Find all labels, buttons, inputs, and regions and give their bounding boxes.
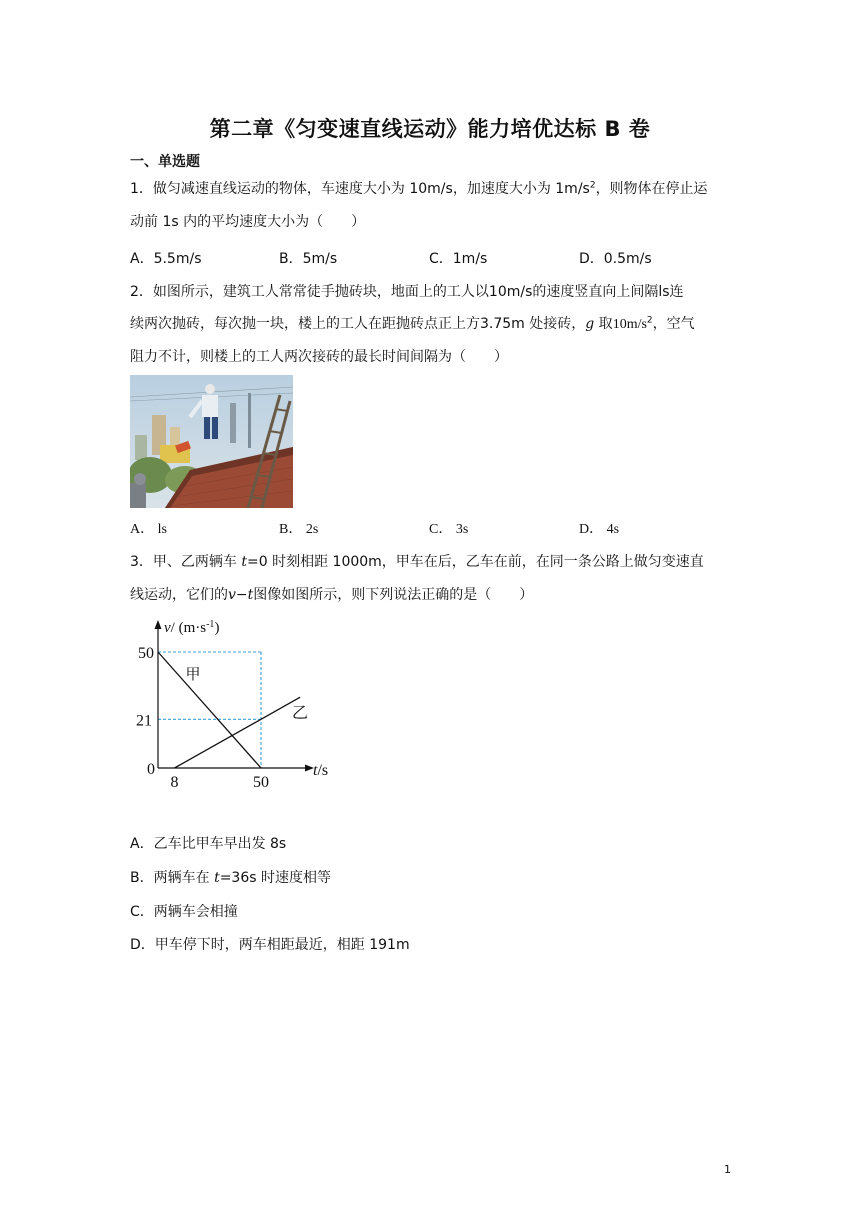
q3-line1: 3．甲、乙两辆车 t=0 时刻相距 1000m，甲车在后，乙车在前，在同一条公路上做匀变速直	[130, 554, 704, 570]
y-tick-label: 0	[147, 761, 155, 778]
page-number: 1	[724, 1163, 731, 1176]
q2-option-c: C． 3s	[429, 522, 469, 537]
series-label: 乙	[291, 705, 309, 722]
q1-line1: 1．做匀减速直线运动的物体，车速度大小为 10m/s，加速度大小为 $1m/s^2$，则物体在停止运	[130, 180, 708, 197]
q1-line2: 动前 1s 内的平均速度大小为（ ）	[130, 214, 366, 230]
q1-option-c: C．1m/s	[429, 251, 488, 267]
brick-throwing-photo	[130, 375, 293, 508]
series-line-0	[158, 652, 261, 768]
q1-option-b: B．5m/s	[279, 251, 338, 267]
q2-option-a: A． ls	[130, 522, 167, 537]
section-heading: 一、单选题	[130, 154, 200, 170]
series-label: 甲	[185, 667, 201, 683]
q3-option-a: A．乙车比甲车早出发 8s	[130, 836, 287, 852]
series-line-1	[174, 719, 261, 768]
x-tick-label: 8	[170, 774, 179, 791]
y-tick-label: 50	[138, 645, 154, 662]
q1-option-a: A．5.5m/s	[130, 251, 202, 267]
y-tick-label: 21	[136, 712, 152, 730]
q3-option-c: C．两辆车会相撞	[130, 904, 238, 920]
q2-line3: 阻力不计，则楼上的工人两次接砖的最长时间间隔为（ ）	[130, 349, 508, 365]
q2-line1: 2．如图所示，建筑工人常常徒手抛砖块，地面上的工人以10m/s的速度竖直向上间隔ls连	[130, 284, 684, 300]
q2-option-b: B． 2s	[279, 522, 319, 537]
x-tick-label: 50	[253, 774, 269, 791]
q3-option-b: B．两辆车在 t=36s 时速度相等	[130, 870, 331, 886]
x-axis-label: t/s	[313, 762, 329, 779]
page-title: 第二章《匀变速直线运动》能力培优达标 B 卷	[209, 117, 651, 141]
y-axis-arrow	[155, 620, 162, 629]
y-axis-label: v/ $(m\cdot s^{-1})$	[164, 619, 220, 636]
q1-option-d: D．0.5m/s	[579, 251, 652, 267]
q3-option-d: D．甲车停下时，两车相距最近，相距 191m	[130, 937, 410, 953]
vt-graph	[130, 616, 350, 792]
q2-option-d: D． 4s	[579, 522, 620, 537]
q3-line2: 线运动，它们的v−t图像如图所示，则下列说法正确的是（ ）	[130, 587, 534, 603]
q2-line2: 续两次抛砖，每次抛一块，楼上的工人在距抛砖点正上方3.75m 处接砖，g 取$10m/s^2$，空气	[130, 315, 695, 332]
